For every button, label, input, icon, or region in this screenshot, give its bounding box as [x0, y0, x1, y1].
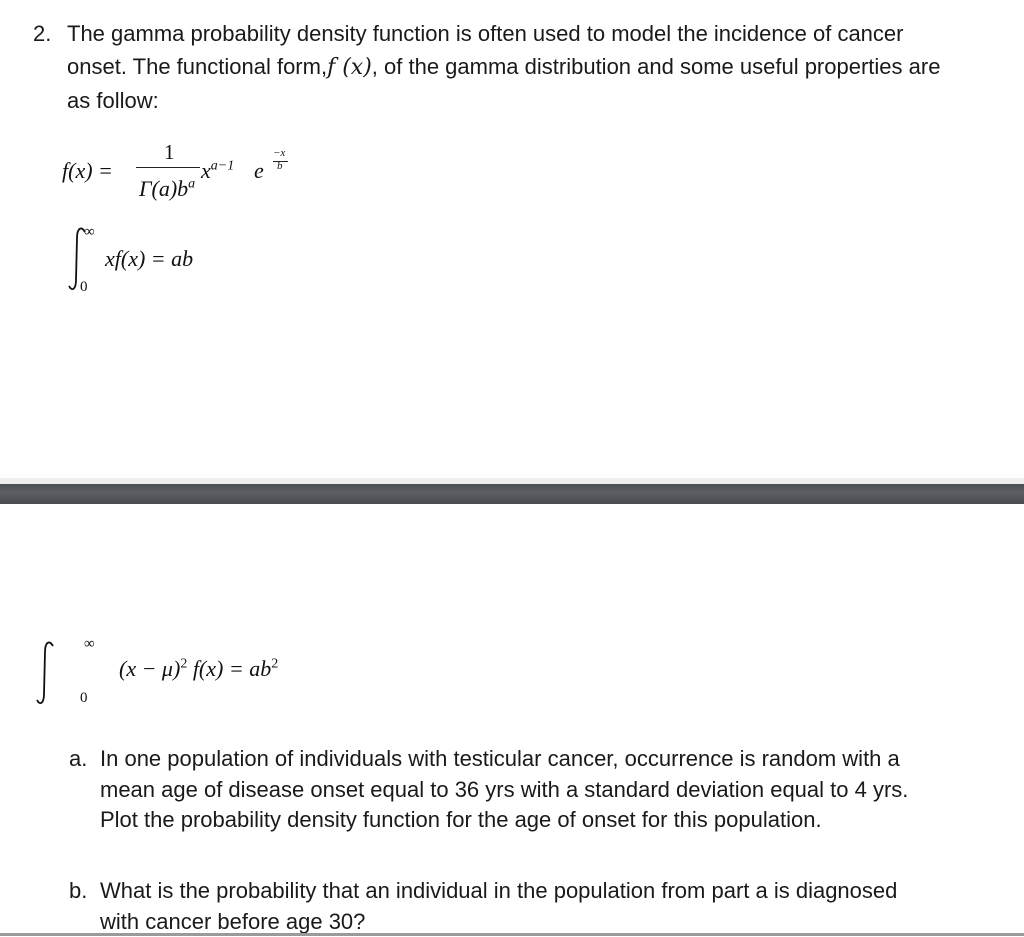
pdf-x-exponent: a−1 [210, 158, 235, 174]
pdf-exponent-numerator: −x [273, 147, 286, 159]
pdf-e: e [254, 158, 264, 183]
pdf-lhs: f(x) = [62, 158, 113, 183]
part-a-label: a. [69, 746, 88, 771]
variance-lower-limit: 0 [80, 690, 88, 706]
pdf-denominator-exponent: a [188, 176, 196, 192]
part-a-text: In one population of individuals with testicular cancer, occurrence is random with a mean age of disease onset equal to 36 yrs with a standard deviation equal to 4 yrs. Plot the probability density function for the age of onset for this population. [100, 746, 909, 832]
part-b-label: b. [69, 878, 88, 903]
mean-body: xf(x) = ab [105, 246, 194, 271]
question-text-part1: The gamma probability density function is often used to model the incidence of cancer onset. The functional form, [67, 21, 904, 79]
variance-rest-exponent: 2 [271, 656, 279, 672]
pdf-fraction-bar [136, 167, 200, 168]
question-text-part2: , of the gamma distribution and some useful properties are as follow: [67, 54, 941, 113]
variance-body-term: (x − μ) [119, 656, 181, 681]
pdf-numerator: 1 [164, 140, 175, 164]
variance-body-rest: f(x) = ab [192, 656, 272, 681]
integral-sign-icon [34, 640, 58, 706]
question-text [67, 17, 947, 117]
variance-upper-limit: ∞ [84, 636, 95, 652]
mean-lower-limit: 0 [80, 279, 88, 295]
variance-body-exponent: 2 [180, 656, 188, 672]
part-b-text: What is the probability that an individual in the population from part a is diagnosed with cancer before age 30? [100, 878, 898, 934]
section-divider [0, 484, 1024, 504]
mean-upper-limit: ∞ [84, 224, 95, 240]
variance-body [119, 656, 278, 682]
pdf-exponent-denominator: b [277, 160, 283, 172]
pdf-x [201, 158, 234, 184]
pdf-denominator [139, 176, 195, 202]
question-number: 2. [33, 21, 52, 46]
pdf-denominator-base: Γ(a)b [139, 176, 189, 201]
fx-inline-symbol: f (x) [327, 55, 372, 80]
pdf-x-base: x [201, 158, 211, 183]
